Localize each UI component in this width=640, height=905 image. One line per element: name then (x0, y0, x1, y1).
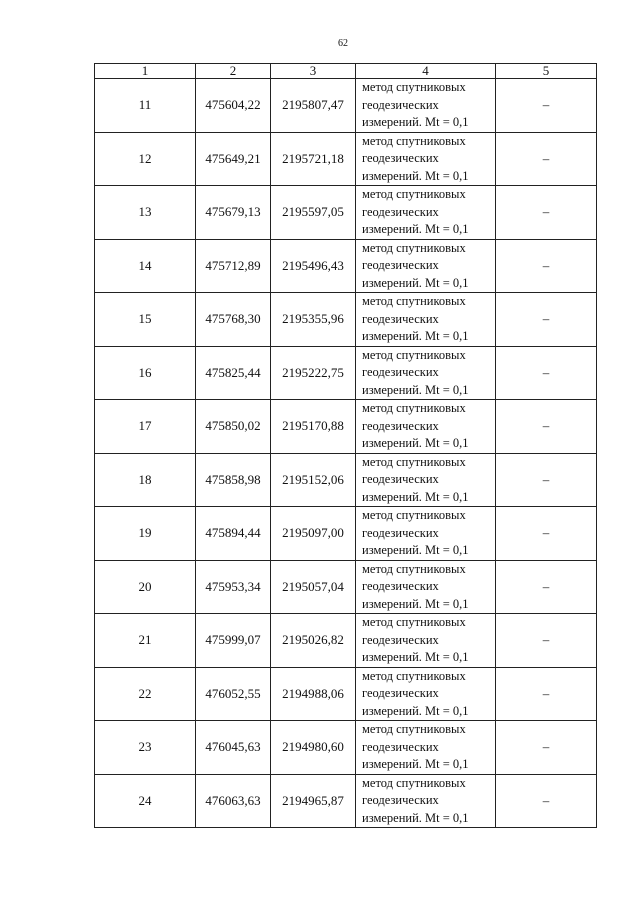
method-line: метод спутниковых (362, 615, 466, 629)
table-row (95, 560, 597, 614)
y-coordinate-cell: 2195597,05 (271, 186, 356, 240)
method-line: геодезических (362, 472, 439, 486)
method-cell (356, 239, 496, 293)
method-line: геодезических (362, 632, 439, 647)
method-line: метод спутниковых (362, 668, 466, 683)
point-number-cell: 23 (95, 721, 196, 775)
point-number-cell: 16 (95, 346, 196, 400)
x-coordinate-cell: 475999,07 (196, 614, 271, 668)
method-line: измерений. Mt = 0,1 (362, 168, 469, 183)
method-cell (356, 774, 496, 828)
method-line: геодезических (362, 258, 439, 272)
point-number-cell: 18 (95, 453, 196, 507)
method-line: метод спутниковых (362, 561, 466, 576)
method-line: геодезических (362, 793, 439, 807)
point-number-cell: 14 (95, 239, 196, 293)
table-row (95, 614, 597, 668)
method-cell (356, 186, 496, 240)
x-coordinate-cell: 476045,63 (196, 721, 271, 775)
method-line: метод спутниковых (362, 294, 466, 308)
method-line: метод спутниковых (362, 133, 466, 148)
y-coordinate-cell: 2195170,88 (271, 400, 356, 454)
x-coordinate-cell: 475953,34 (196, 560, 271, 614)
point-number-cell: 20 (95, 560, 196, 614)
method-line: геодезических (362, 579, 439, 593)
y-coordinate-cell: 2195807,47 (271, 79, 356, 133)
header-row (95, 64, 597, 79)
table-row (95, 186, 597, 240)
method-line: геодезических (362, 311, 439, 326)
method-line: измерений. Mt = 0,1 (362, 650, 469, 664)
method-line: измерений. Mt = 0,1 (362, 810, 469, 825)
x-coordinate-cell: 475894,44 (196, 507, 271, 561)
point-number-cell: 15 (95, 293, 196, 347)
method-line: измерений. Mt = 0,1 (362, 757, 469, 771)
table-row (95, 721, 597, 775)
method-line: геодезических (362, 418, 439, 433)
method-line: геодезических (362, 204, 439, 219)
method-line: метод спутниковых (362, 454, 466, 469)
method-line: измерений. Mt = 0,1 (362, 382, 469, 397)
point-number-cell: 24 (95, 774, 196, 828)
x-coordinate-cell: 475712,89 (196, 239, 271, 293)
method-line: метод спутниковых (362, 508, 466, 522)
column-5-cell: – (496, 293, 597, 347)
column-header: 2 (196, 64, 271, 79)
table-row (95, 507, 597, 561)
y-coordinate-cell: 2195026,82 (271, 614, 356, 668)
point-number-cell: 19 (95, 507, 196, 561)
method-line: геодезических (362, 525, 439, 540)
column-5-cell: – (496, 667, 597, 721)
column-header: 4 (356, 64, 496, 79)
method-line: измерений. Mt = 0,1 (362, 489, 469, 504)
method-cell (356, 667, 496, 721)
table-row (95, 346, 597, 400)
x-coordinate-cell: 475825,44 (196, 346, 271, 400)
column-5-cell: – (496, 560, 597, 614)
method-cell (356, 346, 496, 400)
method-line: геодезических (362, 739, 439, 754)
table-row (95, 667, 597, 721)
method-cell (356, 721, 496, 775)
column-header: 5 (496, 64, 597, 79)
method-cell (356, 453, 496, 507)
y-coordinate-cell: 2195721,18 (271, 132, 356, 186)
point-number-cell: 17 (95, 400, 196, 454)
x-coordinate-cell: 475768,30 (196, 293, 271, 347)
table-row (95, 239, 597, 293)
method-cell (356, 132, 496, 186)
method-line: метод спутниковых (362, 187, 466, 201)
column-5-cell: – (496, 507, 597, 561)
column-header: 3 (271, 64, 356, 79)
method-cell (356, 560, 496, 614)
method-cell (356, 293, 496, 347)
column-5-cell: – (496, 186, 597, 240)
point-number-cell: 21 (95, 614, 196, 668)
y-coordinate-cell: 2195222,75 (271, 346, 356, 400)
method-line: геодезических (362, 151, 439, 165)
point-number-cell: 11 (95, 79, 196, 133)
method-line: метод спутниковых (362, 347, 466, 362)
method-cell (356, 507, 496, 561)
method-line: метод спутниковых (362, 722, 466, 736)
column-5-cell: – (496, 400, 597, 454)
y-coordinate-cell: 2195355,96 (271, 293, 356, 347)
column-5-cell: – (496, 721, 597, 775)
column-5-cell: – (496, 453, 597, 507)
column-5-cell: – (496, 614, 597, 668)
x-coordinate-cell: 475604,22 (196, 79, 271, 133)
method-line: метод спутниковых (362, 775, 466, 790)
y-coordinate-cell: 2195097,00 (271, 507, 356, 561)
method-line: измерений. Mt = 0,1 (362, 329, 469, 343)
method-line: измерений. Mt = 0,1 (362, 275, 469, 290)
y-coordinate-cell: 2194965,87 (271, 774, 356, 828)
method-line: измерений. Mt = 0,1 (362, 115, 469, 129)
point-number-cell: 22 (95, 667, 196, 721)
method-line: геодезических (362, 97, 439, 112)
method-cell (356, 400, 496, 454)
y-coordinate-cell: 2194988,06 (271, 667, 356, 721)
x-coordinate-cell: 475679,13 (196, 186, 271, 240)
method-line: метод спутниковых (362, 401, 466, 415)
coordinates-table (94, 63, 597, 828)
method-line: геодезических (362, 365, 439, 379)
table-body (95, 79, 597, 828)
method-cell (356, 79, 496, 133)
method-line: метод спутниковых (362, 240, 466, 255)
x-coordinate-cell: 475649,21 (196, 132, 271, 186)
y-coordinate-cell: 2194980,60 (271, 721, 356, 775)
y-coordinate-cell: 2195152,06 (271, 453, 356, 507)
column-5-cell: – (496, 132, 597, 186)
column-header: 1 (95, 64, 196, 79)
column-5-cell: – (496, 79, 597, 133)
method-line: измерений. Mt = 0,1 (362, 596, 469, 611)
table-row (95, 453, 597, 507)
method-line: геодезических (362, 686, 439, 700)
y-coordinate-cell: 2195496,43 (271, 239, 356, 293)
table-row (95, 400, 597, 454)
y-coordinate-cell: 2195057,04 (271, 560, 356, 614)
x-coordinate-cell: 476063,63 (196, 774, 271, 828)
method-line: измерений. Mt = 0,1 (362, 543, 469, 557)
method-cell (356, 614, 496, 668)
x-coordinate-cell: 476052,55 (196, 667, 271, 721)
method-line: измерений. Mt = 0,1 (362, 222, 469, 236)
point-number-cell: 13 (95, 186, 196, 240)
point-number-cell: 12 (95, 132, 196, 186)
table-row (95, 79, 597, 133)
table-row (95, 774, 597, 828)
x-coordinate-cell: 475850,02 (196, 400, 271, 454)
method-line: метод спутниковых (362, 80, 466, 94)
column-5-cell: – (496, 346, 597, 400)
method-line: измерений. Mt = 0,1 (362, 703, 469, 718)
x-coordinate-cell: 475858,98 (196, 453, 271, 507)
table-row (95, 293, 597, 347)
table-row (95, 132, 597, 186)
page-number: 62 (338, 38, 348, 49)
column-5-cell: – (496, 239, 597, 293)
column-5-cell: – (496, 774, 597, 828)
method-line: измерений. Mt = 0,1 (362, 436, 469, 450)
